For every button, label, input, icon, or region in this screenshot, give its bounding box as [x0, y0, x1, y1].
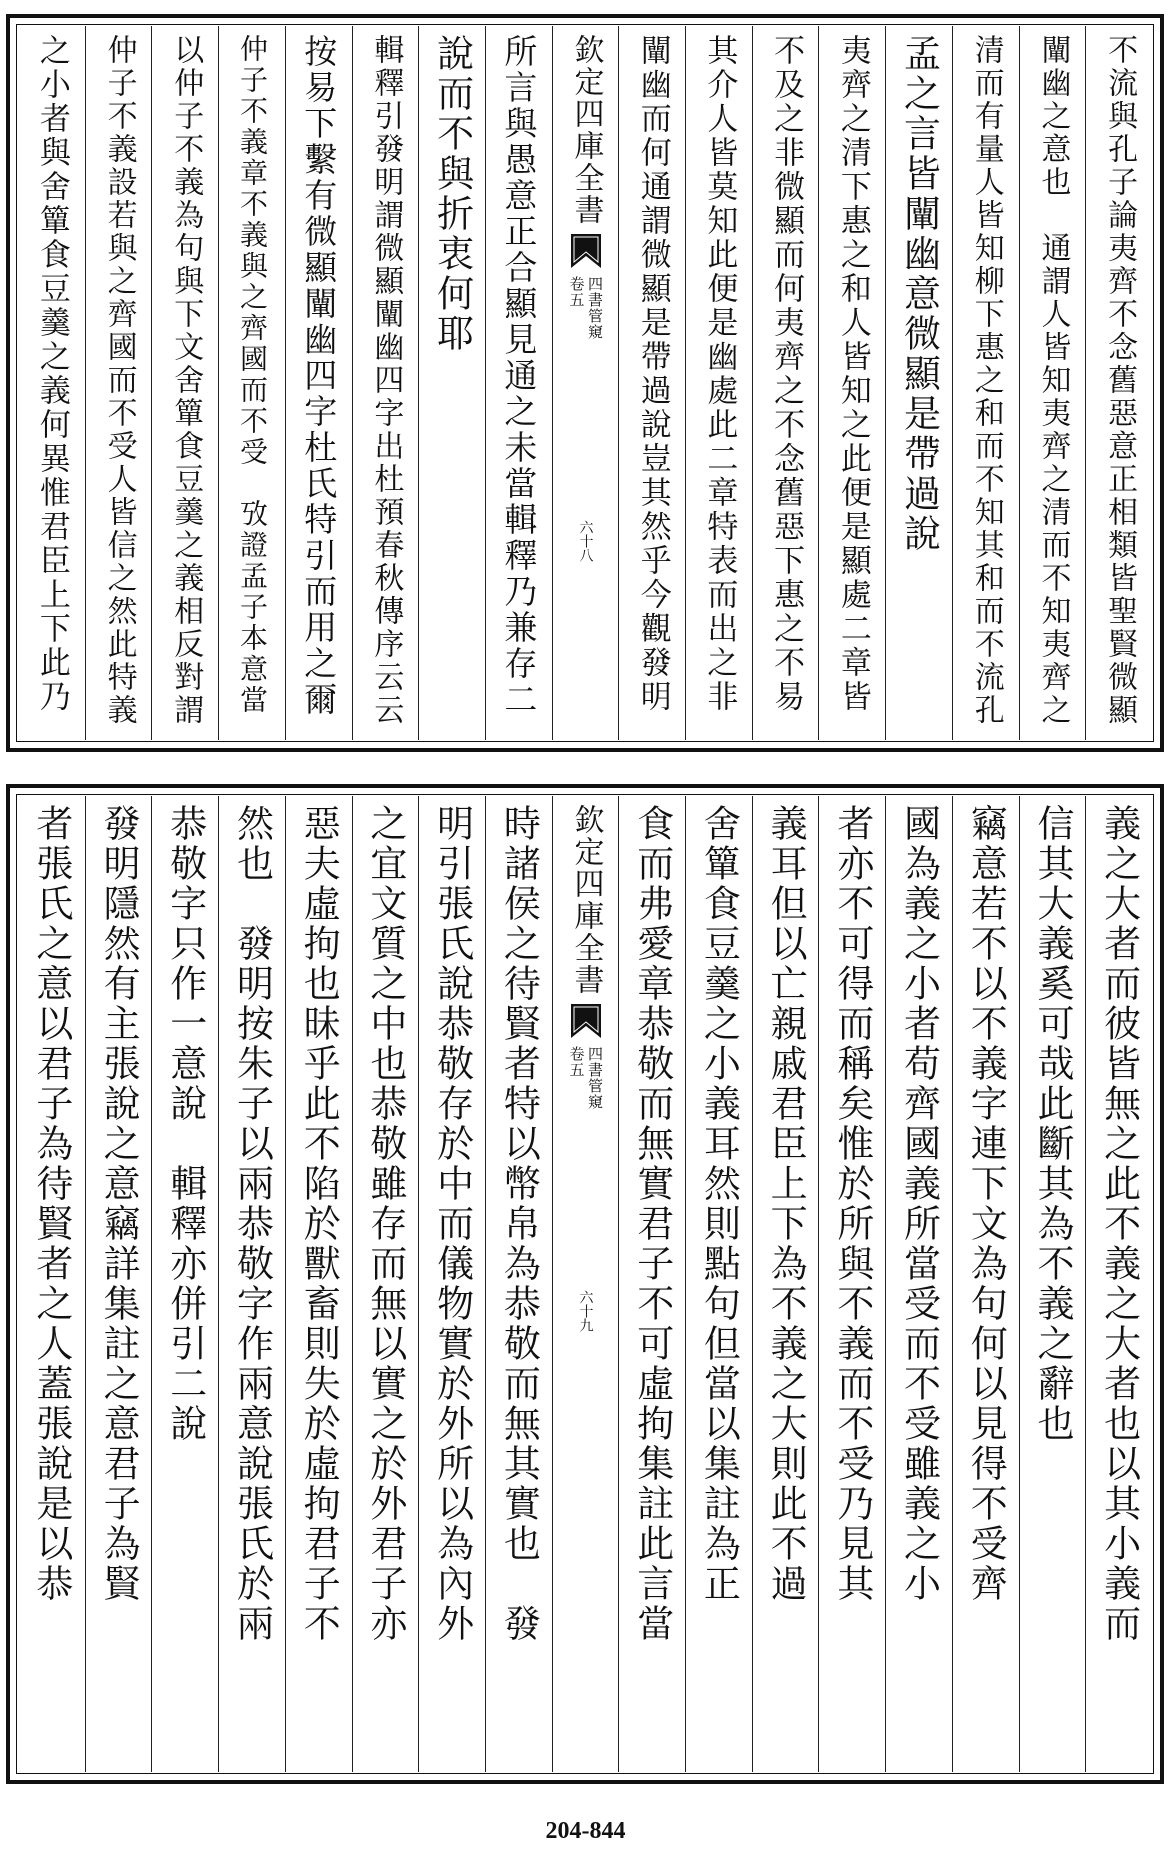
column-text: 惡夫虛拘也昧乎此不陷於獸畜則失於虛拘君子不 — [297, 804, 341, 1644]
gutter-folio-number: 六十八 — [577, 520, 594, 562]
page-gutter — [552, 26, 619, 740]
gutter-title: 欽定四庫全書 — [568, 34, 604, 226]
column-text: 不流與孔子論夷齊不念舊惡意正相類皆聖賢微顯 — [1102, 34, 1138, 727]
column-text: 舍簞食豆羹之小義耳然則點句但當以集註為正 — [697, 804, 741, 1604]
column-text: 恭敬字只作一意說 輯釋亦併引二說 — [163, 804, 207, 1444]
column-text: 時諸侯之待賢者特以幣帛為恭敬而無其實也 發 — [497, 804, 541, 1644]
gutter-title: 欽定四庫全書 — [568, 804, 604, 996]
text-column — [418, 26, 485, 740]
text-column — [218, 796, 285, 1772]
column-text: 義之大者而彼皆無之此不義之大者也以其小義而 — [1097, 804, 1141, 1644]
text-column — [752, 796, 819, 1772]
column-text: 輯釋引發明謂微顯闡幽四字出杜預春秋傳序云云 — [368, 34, 404, 727]
column-text: 食而弗愛章恭敬而無實君子不可虛拘集註此言當 — [630, 804, 674, 1644]
fishtail-mark-icon — [571, 234, 601, 268]
text-column — [1085, 26, 1152, 740]
column-text: 仲子不義設若與之齊國而不受人皆信之然此特義 — [101, 34, 137, 727]
page-number-footer: 204-844 — [545, 1818, 626, 1844]
column-text: 國為義之小者苟齊國義所當受而不受雖義之小 — [897, 804, 941, 1604]
text-column — [151, 796, 218, 1772]
lower-page — [0, 784, 1171, 1786]
text-column — [285, 796, 352, 1772]
column-text: 不及之非微顯而何夷齊之不念舊惡下惠之不易 — [768, 34, 805, 714]
gutter-folio-number: 六十九 — [577, 1290, 594, 1332]
column-text: 孟之言皆闡幽意微顯是帶過說 — [897, 34, 941, 554]
column-text: 清而有量人皆知柳下惠之和而不知其和而不流孔 — [968, 34, 1004, 727]
text-column — [685, 796, 752, 1772]
text-column — [85, 26, 152, 740]
column-text: 義耳但以亡親戚君臣上下為不義之大則此不過 — [764, 804, 808, 1604]
fishtail-mark-icon — [571, 1004, 601, 1038]
page-gutter — [552, 796, 619, 1772]
column-text: 然也 發明按朱子以兩恭敬字作兩意說張氏於兩 — [230, 804, 274, 1644]
gutter-book-title: 四書管窺 — [586, 276, 605, 340]
column-text: 其介人皆莫知此便是幽處此二章特表而出之非 — [701, 34, 738, 714]
lower-page-columns — [18, 796, 1152, 1772]
column-text: 所言與愚意正合顯見通之未當輯釋乃兼存二 — [499, 34, 539, 718]
text-column — [1085, 796, 1152, 1772]
text-column — [352, 26, 419, 740]
text-column — [18, 26, 85, 740]
upper-page — [0, 14, 1171, 754]
column-text: 之宜文質之中也恭敬雖存而無以實之於外君子亦 — [363, 804, 407, 1644]
upper-page-columns — [18, 26, 1152, 740]
column-text: 發明隱然有主張說之意竊詳集註之意君子為賢 — [97, 804, 141, 1604]
column-text: 明引張氏說恭敬存於中而儀物實於外所以為內外 — [430, 804, 474, 1644]
column-text: 者張氏之意以君子為待賢者之人蓋張說是以恭 — [29, 804, 73, 1604]
text-column — [18, 796, 85, 1772]
column-text: 以仲子不義為句與下文舍簞食豆羹之義相反對謂 — [168, 34, 204, 727]
text-column — [885, 796, 952, 1772]
column-text: 闡幽而何通謂微顯是帶過說豈其然乎今觀發明 — [634, 34, 671, 714]
column-text: 信其大義奚可哉此斷其為不義之辭也 — [1030, 804, 1074, 1444]
text-column — [285, 26, 352, 740]
text-column — [952, 26, 1019, 740]
text-column — [752, 26, 819, 740]
text-column — [818, 796, 885, 1772]
column-text: 仲子不義章不義與之齊國而不受 攷證孟子本意當 — [236, 34, 269, 716]
text-column — [352, 796, 419, 1772]
gutter-volume: 卷五 — [567, 276, 586, 308]
text-column — [952, 796, 1019, 1772]
text-column — [485, 796, 552, 1772]
column-text: 者亦不可得而稱矣惟於所與不義而不受乃見其 — [830, 804, 874, 1604]
gutter-volume: 卷五 — [567, 1046, 586, 1078]
text-column — [685, 26, 752, 740]
column-text: 竊意若不以不義字連下文為句何以見得不受齊 — [964, 804, 1008, 1604]
text-column — [1019, 26, 1086, 740]
text-column — [818, 26, 885, 740]
text-column — [218, 26, 285, 740]
column-text: 按易下繫有微顯闡幽四字杜氏特引而用之爾 — [299, 34, 339, 718]
text-column — [85, 796, 152, 1772]
gutter-book-info — [568, 1046, 603, 1110]
column-text: 夷齊之清下惠之和人皆知之此便是顯處二章皆 — [834, 34, 871, 714]
text-column — [1019, 796, 1086, 1772]
text-column — [485, 26, 552, 740]
column-text: 說而不與折衷何耶 — [430, 34, 474, 354]
text-column — [618, 796, 685, 1772]
gutter-book-title: 四書管窺 — [586, 1046, 605, 1110]
text-column — [618, 26, 685, 740]
text-column — [151, 26, 218, 740]
gutter-book-info — [568, 276, 603, 340]
column-text: 闡幽之意也 通謂人皆知夷齊之清而不知夷齊之 — [1035, 34, 1071, 727]
text-column — [418, 796, 485, 1772]
column-text: 之小者與舍簞食豆羹之義何異惟君臣上下此乃 — [33, 34, 70, 714]
text-column — [885, 26, 952, 740]
